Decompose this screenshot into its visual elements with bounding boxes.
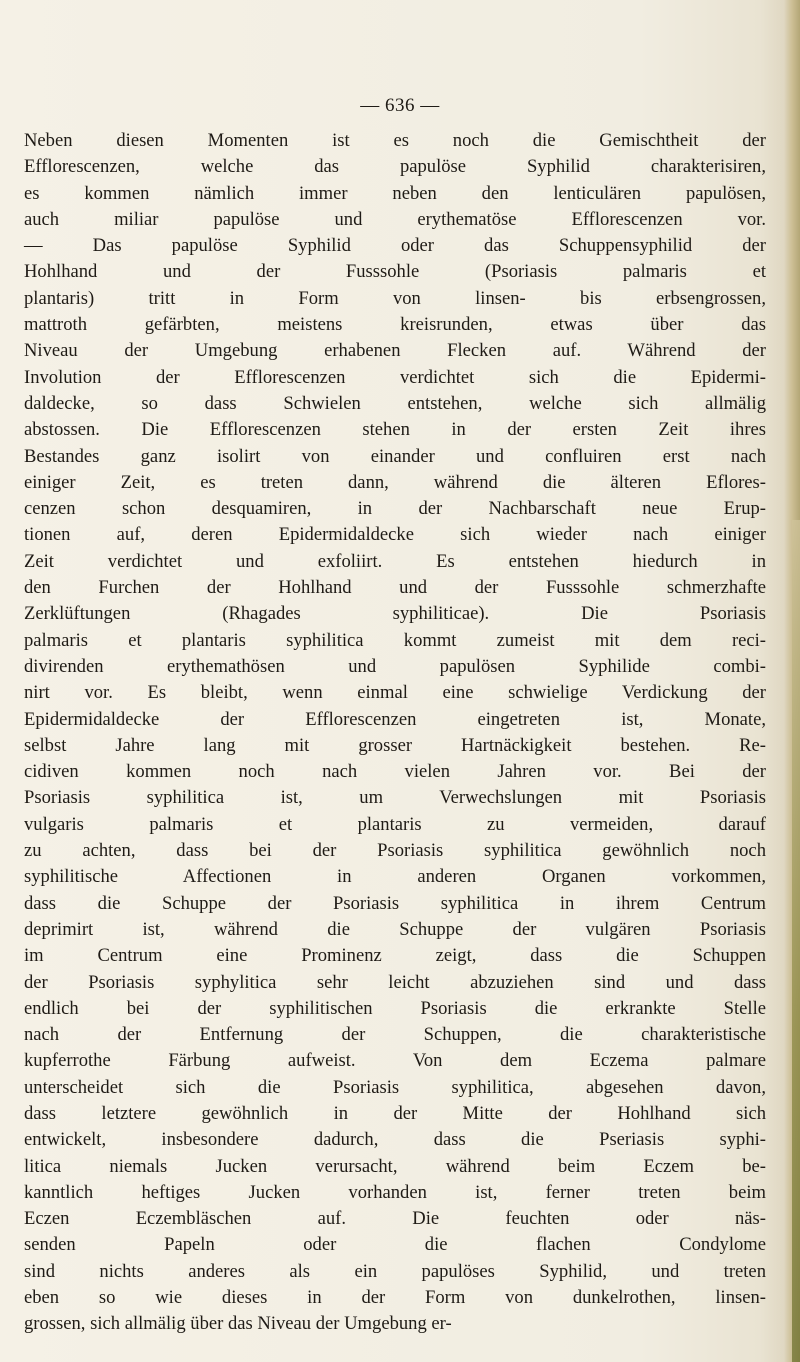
text-line: abstossen. Die Efflorescenzen stehen in der ersten Zeit ihres xyxy=(24,419,766,441)
text-line: cidiven kommen noch nach vielen Jahren vor. Bei der xyxy=(24,761,766,783)
page-number-header: — 636 — xyxy=(360,95,440,116)
text-line: zu achten, dass bei der Psoriasis syphilitica gewöhnlich noch xyxy=(24,840,766,862)
text-line: entwickelt, insbesondere dadurch, dass die Pseriasis syphi- xyxy=(24,1129,766,1151)
text-line: litica niemals Jucken verursacht, während beim Eczem be- xyxy=(24,1155,766,1177)
text-line: dass die Schuppe der Psoriasis syphilitica in ihrem Centrum xyxy=(24,892,766,914)
text-line: cenzen schon desquamiren, in der Nachbarschaft neue Erup- xyxy=(24,498,766,520)
text-line: selbst Jahre lang mit grosser Hartnäckigkeit bestehen. Re- xyxy=(24,734,766,756)
text-line: Involution der Efflorescenzen verdichtet sich die Epidermi- xyxy=(24,366,766,388)
text-line: eben so wie dieses in der Form von dunkelrothen, linsen- xyxy=(24,1287,766,1309)
text-line: divirenden erythemathösen und papulösen Syphilide combi- xyxy=(24,655,766,677)
text-line: palmaris et plantaris syphilitica kommt zumeist mit dem reci- xyxy=(24,629,766,651)
text-line: endlich bei der syphilitischen Psoriasis die erkrankte Stelle xyxy=(24,997,766,1019)
text-line: Psoriasis syphilitica ist, um Verwechslungen mit Psoriasis xyxy=(24,787,766,809)
text-line: Niveau der Umgebung erhabenen Flecken auf. Während der xyxy=(24,340,766,362)
text-line: einiger Zeit, es treten dann, während die älteren Eflores- xyxy=(24,471,766,493)
text-line: den Furchen der Hohlhand und der Fusssohle schmerzhafte xyxy=(24,577,766,599)
text-line: Bestandes ganz isolirt von einander und confluiren erst nach xyxy=(24,445,766,467)
text-line: mattroth gefärbten, meistens kreisrunden, etwas über das xyxy=(24,314,766,336)
text-line: der Psoriasis syphylitica sehr leicht abzuziehen sind und dass xyxy=(24,971,766,993)
text-line: senden Papeln oder die flachen Condylome xyxy=(24,1234,766,1256)
page-edge-stain xyxy=(792,520,800,1362)
text-line: Epidermidaldecke der Efflorescenzen eingetreten ist, Monate, xyxy=(24,708,766,730)
text-line: dass letztere gewöhnlich in der Mitte der Hohlhand sich xyxy=(24,1102,766,1124)
text-line: vulgaris palmaris et plantaris zu vermeiden, darauf xyxy=(24,813,766,835)
text-line: Hohlhand und der Fusssohle (Psoriasis palmaris et xyxy=(24,261,766,283)
text-line: Efflorescenzen, welche das papulöse Syphilid charakterisiren, xyxy=(24,156,766,178)
text-line: auch miliar papulöse und erythematöse Efflorescenzen vor. xyxy=(24,208,766,230)
body-text xyxy=(24,128,766,1338)
text-line: Neben diesen Momenten ist es noch die Gemischtheit der xyxy=(24,130,766,151)
text-line: kanntlich heftiges Jucken vorhanden ist, ferner treten beim xyxy=(24,1181,766,1203)
text-line: im Centrum eine Prominenz zeigt, dass die Schuppen xyxy=(24,945,766,967)
text-line: grossen, sich allmälig über das Niveau der Umgebung er- xyxy=(24,1313,452,1335)
text-line: plantaris) tritt in Form von linsen- bis erbsengrossen, xyxy=(24,287,766,309)
text-line: unterscheidet sich die Psoriasis syphilitica, abgesehen davon, xyxy=(24,1076,766,1098)
text-line: Zeit verdichtet und exfoliirt. Es entstehen hiedurch in xyxy=(24,550,766,572)
text-line: Eczen Eczembläschen auf. Die feuchten oder näs- xyxy=(24,1208,766,1230)
text-line: sind nichts anderes als ein papulöses Syphilid, und treten xyxy=(24,1260,766,1282)
text-line: Zerklüftungen (Rhagades syphiliticae). Die Psoriasis xyxy=(24,603,766,625)
text-line: syphilitische Affectionen in anderen Organen vorkommen, xyxy=(24,866,766,888)
text-line: tionen auf, deren Epidermidaldecke sich wieder nach einiger xyxy=(24,524,766,546)
text-line: deprimirt ist, während die Schuppe der vulgären Psoriasis xyxy=(24,918,766,940)
text-line: daldecke, so dass Schwielen entstehen, welche sich allmälig xyxy=(24,392,766,414)
text-line: — Das papulöse Syphilid oder das Schuppensyphilid der xyxy=(24,235,766,257)
text-line: es kommen nämlich immer neben den lenticulären papulösen, xyxy=(24,182,766,204)
text-line: kupferrothe Färbung aufweist. Von dem Eczema palmare xyxy=(24,1050,766,1072)
text-line: nach der Entfernung der Schuppen, die charakteristische xyxy=(24,1024,766,1046)
text-line: nirt vor. Es bleibt, wenn einmal eine schwielige Verdickung der xyxy=(24,682,766,704)
